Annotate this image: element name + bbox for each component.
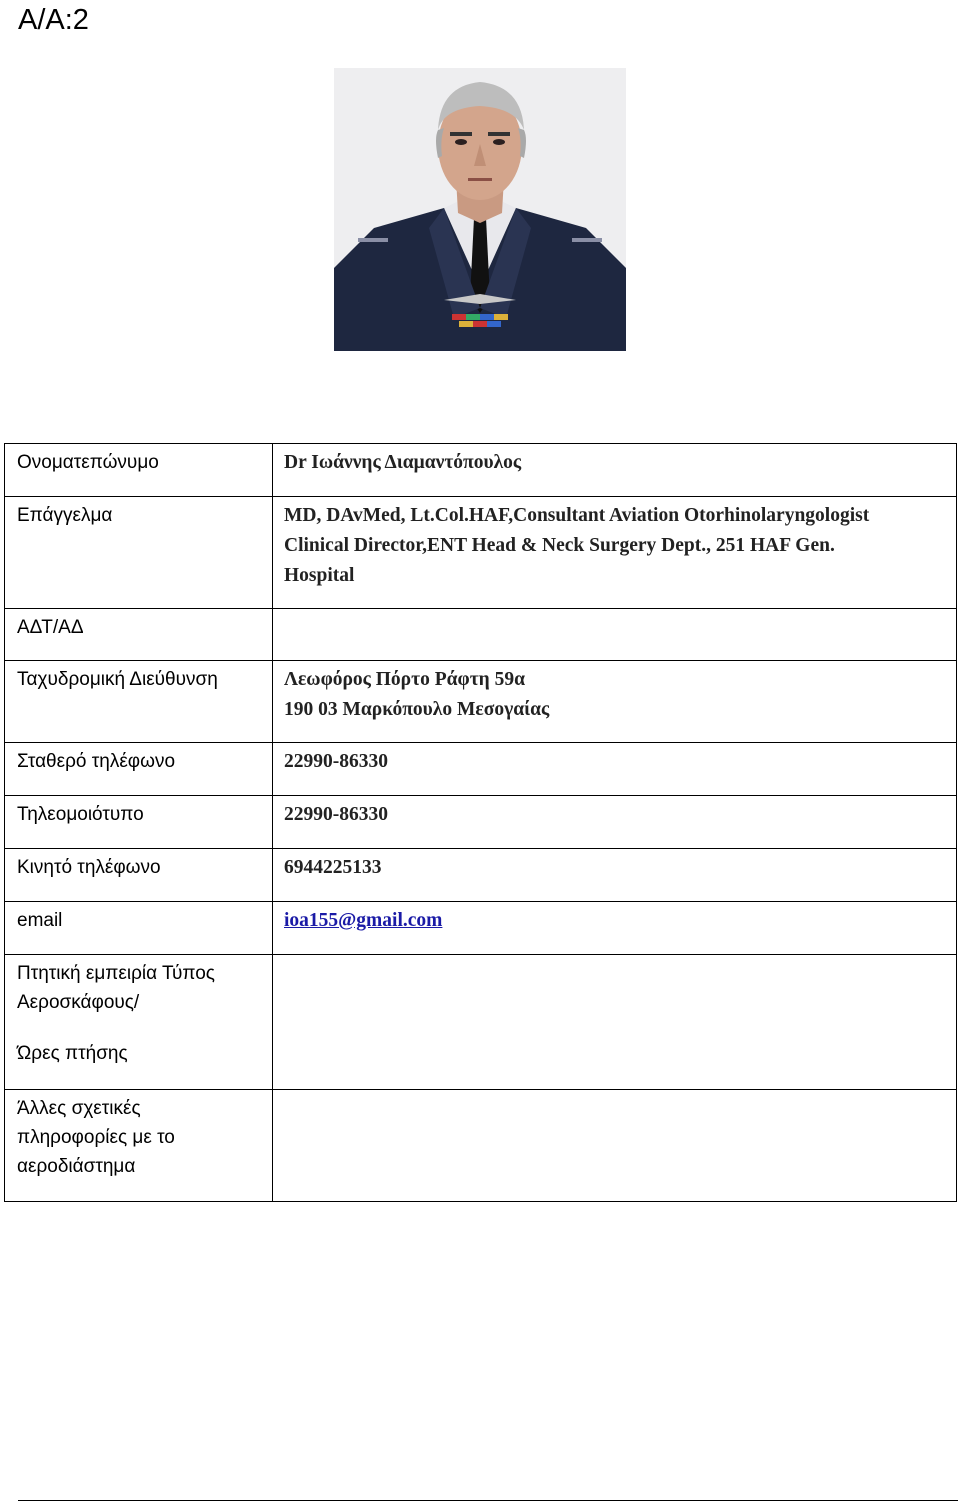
- value-flight-experience: [273, 955, 957, 1090]
- value-line: Λεωφόρος Πόρτο Ράφτη 59α: [284, 669, 526, 690]
- label-mobile: Κινητό τηλέφωνο: [5, 849, 273, 902]
- value-email: [273, 902, 957, 955]
- table-row-profession: [5, 497, 957, 609]
- table-row-mobile: [5, 849, 957, 902]
- table-row-id: [5, 609, 957, 661]
- table-row-email: [5, 902, 957, 955]
- value-line: 22990-86330: [284, 751, 388, 772]
- document-code: Α/Α:2: [18, 4, 89, 36]
- label-line: Άλλες σχετικές: [17, 1098, 141, 1119]
- label-other-info: [5, 1090, 273, 1202]
- value-id-number: [273, 609, 957, 661]
- label-line: Πτητική εμπειρία Τύπος: [17, 963, 215, 984]
- value-fax: [273, 796, 957, 849]
- value-line: Hospital: [284, 565, 355, 586]
- value-postal-address: [273, 661, 957, 743]
- label-email: email: [5, 902, 273, 955]
- value-line: 6944225133: [284, 857, 382, 878]
- value-profession: [273, 497, 957, 609]
- portrait-image: [334, 68, 626, 351]
- table-row-address: [5, 661, 957, 743]
- table-row-fax: [5, 796, 957, 849]
- label-flight-experience: [5, 955, 273, 1090]
- label-id-number: ΑΔΤ/ΑΔ: [5, 609, 273, 661]
- value-line: MD, DAvMed, Lt.Col.HAF,Consultant Aviation Otorhinolaryngologist: [284, 505, 870, 526]
- label-fax: Τηλεομοιότυπο: [5, 796, 273, 849]
- personal-info-table: [4, 443, 957, 1202]
- label-line: αεροδιάστημα: [17, 1156, 136, 1177]
- label-profession: Επάγγελμα: [5, 497, 273, 609]
- value-mobile: [273, 849, 957, 902]
- table-row-flight-experience: [5, 955, 957, 1090]
- label-landline: Σταθερό τηλέφωνο: [5, 743, 273, 796]
- value-line: 22990-86330: [284, 804, 388, 825]
- table-row-other-info: [5, 1090, 957, 1202]
- footer-rule: [18, 1500, 958, 1501]
- label-postal-address: Ταχυδρομική Διεύθυνση: [5, 661, 273, 743]
- value-line: 190 03 Μαρκόπουλο Μεσογαίας: [284, 699, 550, 720]
- value-line: Dr Ιωάννης Διαμαντόπουλος: [284, 452, 522, 473]
- portrait-photo: [334, 68, 626, 351]
- label-full-name: Ονοματεπώνυμο: [5, 444, 273, 497]
- value-full-name: [273, 444, 957, 497]
- value-landline: [273, 743, 957, 796]
- label-line: Ώρες πτήσης: [17, 1043, 128, 1064]
- table-row-landline: [5, 743, 957, 796]
- table-row-full-name: [5, 444, 957, 497]
- value-line: Clinical Director,ENT Head & Neck Surgery Dept., 251 HAF Gen.: [284, 535, 835, 556]
- label-line-empty: [17, 1017, 266, 1039]
- value-other-info: [273, 1090, 957, 1202]
- label-line: πληροφορίες με το: [17, 1127, 175, 1148]
- email-link[interactable]: ioa155@gmail.com: [284, 910, 443, 931]
- label-line: Αεροσκάφους/: [17, 992, 140, 1013]
